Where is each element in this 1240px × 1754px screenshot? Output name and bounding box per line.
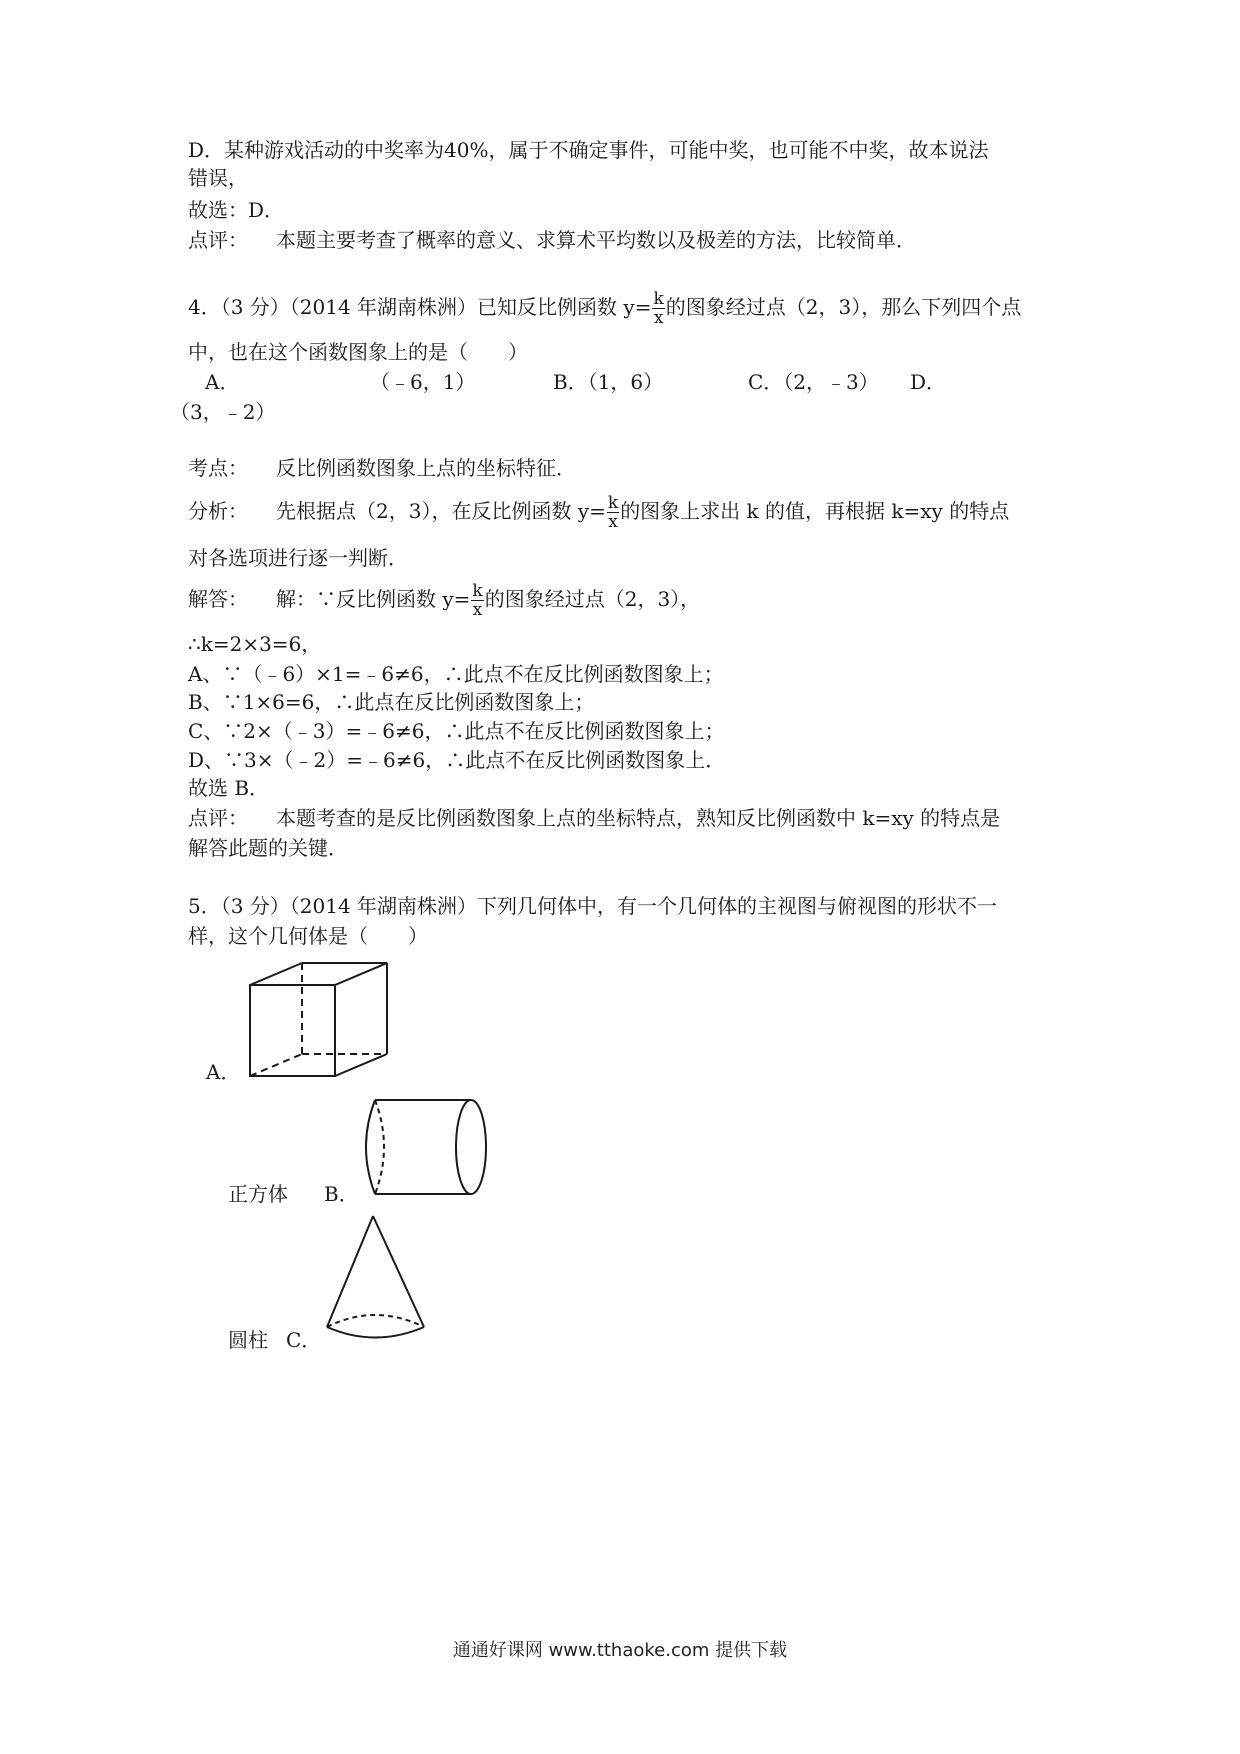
q4-option-a-label: A． — [205, 370, 240, 394]
jieda-label: 解答： — [188, 587, 248, 611]
q4-dianping-line2: 解答此题的关键． — [188, 836, 348, 860]
q4-option-b: B．（1，6） — [553, 370, 664, 394]
cylinder-name-label: 圆柱 — [228, 1328, 268, 1352]
comment-label: 点评： — [188, 228, 248, 252]
cube-front-face — [250, 985, 335, 1076]
jieda-text-start: 解：∵反比例函数 y= — [276, 587, 471, 611]
q4-jieda — [188, 582, 700, 619]
q5-stem-line1: 5．（3 分）（2014 年湖南株洲）下列几何体中，有一个几何体的主视图与俯视图的形状不一 — [188, 894, 998, 918]
cone-base-hidden — [327, 1315, 424, 1327]
cylinder-right-ellipse — [456, 1100, 486, 1194]
q4-fenxi-line2: 对各选项进行逐一判断． — [188, 546, 408, 570]
fraction-k-over-x — [652, 290, 664, 327]
q4-solution-step-4: C、∵2×（﹣3）=﹣6≠6，∴此点不在反比例函数图象上； — [188, 719, 725, 743]
cylinder-figure — [355, 1090, 495, 1205]
fraction-k-over-x — [607, 494, 619, 531]
cube-hidden-edge — [250, 1054, 302, 1076]
q4-option-d-label: D． — [910, 370, 947, 394]
cone-base-front — [327, 1327, 424, 1338]
cube-edge — [335, 1054, 387, 1076]
fenxi-label: 分析： — [188, 499, 248, 523]
fraction-numerator: k — [653, 289, 664, 309]
fenxi-text-end: 的图象上求出 k 的值，再根据 k=xy 的特点 — [620, 499, 1010, 523]
fraction-k-over-x — [471, 582, 483, 619]
fraction-denominator: x — [608, 512, 618, 532]
q5-option-c: C． — [286, 1328, 322, 1352]
cube-edge — [250, 963, 302, 985]
prev-answer-choice: 故选：D． — [188, 198, 285, 222]
prev-option-d-line1: D．某种游戏活动的中奖率为40%，属于不确定事件，可能中奖，也可能不中奖，故本说法 — [188, 138, 989, 162]
q4-option-a-value: （﹣6，1） — [370, 370, 476, 394]
cube-figure — [240, 955, 395, 1085]
prev-comment — [188, 226, 916, 254]
q4-fenxi — [188, 494, 1009, 531]
jieda-text-end: 的图象经过点（2，3）， — [484, 587, 701, 611]
comment-text: 本题主要考查了概率的意义、求算术平均数以及极差的方法，比较简单． — [276, 228, 916, 252]
q4-answer-choice: 故选 B． — [188, 776, 270, 800]
cylinder-left-edge — [366, 1100, 375, 1194]
kaodian-label: 考点： — [188, 456, 248, 480]
q5-stem-line2: 样，这个几何体是（ ） — [188, 924, 428, 948]
cube-edge — [335, 963, 387, 985]
cube-name-label: 正方体 — [228, 1182, 288, 1206]
fenxi-text-start: 先根据点（2，3），在反比例函数 y= — [276, 499, 606, 523]
fraction-denominator: x — [653, 308, 664, 328]
fraction-numerator: k — [472, 581, 483, 601]
page-footer: 通通好课网 www.tthaoke.com 提供下载 — [452, 1640, 788, 1661]
kaodian-text: 反比例函数图象上点的坐标特征． — [276, 456, 576, 480]
q4-stem-line2: 中，也在这个函数图象上的是（ ） — [188, 340, 528, 364]
cylinder-hidden-edge — [375, 1100, 384, 1194]
cone-left-edge — [327, 1216, 373, 1327]
q4-stem-end: 的图象经过点（2，3），那么下列四个点 — [665, 295, 1022, 319]
q5-option-a: A． — [206, 1060, 241, 1084]
q4-solution-step-2: A、∵（﹣6）×1=﹣6≠6，∴此点不在反比例函数图象上； — [188, 662, 724, 686]
q4-solution-step-1: ∴k=2×3=6， — [188, 632, 322, 656]
q4-option-c: C．（2，﹣3） — [748, 370, 879, 394]
dianping-label: 点评： — [188, 806, 248, 830]
q4-stem-start: 4．（3 分）（2014 年湖南株洲）已知反比例函数 y= — [188, 295, 652, 319]
fraction-numerator: k — [607, 493, 619, 513]
q4-kaodian — [188, 454, 576, 482]
q4-option-d-value: （3，﹣2） — [170, 400, 276, 424]
q5-option-b: B． — [324, 1182, 359, 1206]
dianping-text: 本题考查的是反比例函数图象上点的坐标特点，熟知反比例函数中 k=xy 的特点是 — [276, 806, 1001, 830]
q4-solution-step-3: B、∵1×6=6，∴此点在反比例函数图象上； — [188, 690, 595, 714]
fraction-denominator: x — [472, 600, 483, 620]
cone-figure — [320, 1210, 435, 1350]
q4-solution-step-5: D、∵3×（﹣2）=﹣6≠6，∴此点不在反比例函数图象上． — [188, 748, 726, 772]
prev-option-d-line2: 错误， — [188, 166, 248, 190]
q4-stem-line1 — [188, 290, 1021, 327]
cone-right-edge — [373, 1216, 424, 1327]
q4-dianping — [188, 804, 1000, 832]
